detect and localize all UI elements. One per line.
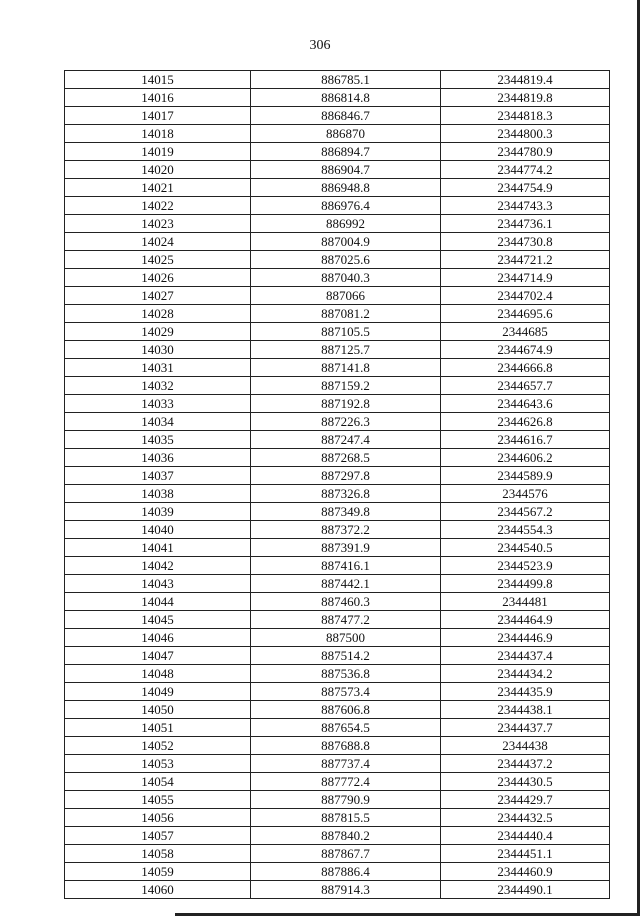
x-coordinate-cell: 887192.8 (251, 395, 441, 413)
y-coordinate-cell: 2344576 (441, 485, 610, 503)
x-coordinate-cell: 887460.3 (251, 593, 441, 611)
x-coordinate-cell: 887654.5 (251, 719, 441, 737)
y-coordinate-cell: 2344446.9 (441, 629, 610, 647)
point-id-cell: 14039 (65, 503, 251, 521)
x-coordinate-cell: 887867.7 (251, 845, 441, 863)
y-coordinate-cell: 2344616.7 (441, 431, 610, 449)
y-coordinate-cell: 2344499.8 (441, 575, 610, 593)
point-id-cell: 14036 (65, 449, 251, 467)
x-coordinate-cell: 887416.1 (251, 557, 441, 575)
y-coordinate-cell: 2344774.2 (441, 161, 610, 179)
y-coordinate-cell: 2344674.9 (441, 341, 610, 359)
table-row (65, 827, 610, 845)
x-coordinate-cell: 887040.3 (251, 269, 441, 287)
point-id-cell: 14033 (65, 395, 251, 413)
table-row (65, 467, 610, 485)
x-coordinate-cell: 887477.2 (251, 611, 441, 629)
point-id-cell: 14057 (65, 827, 251, 845)
point-id-cell: 14038 (65, 485, 251, 503)
table-row (65, 341, 610, 359)
table-row (65, 197, 610, 215)
x-coordinate-cell: 887268.5 (251, 449, 441, 467)
page-number: 306 (309, 38, 331, 53)
y-coordinate-cell: 2344721.2 (441, 251, 610, 269)
table-row (65, 521, 610, 539)
point-id-cell: 14035 (65, 431, 251, 449)
point-id-cell: 14050 (65, 701, 251, 719)
x-coordinate-cell: 887536.8 (251, 665, 441, 683)
table-row (65, 71, 610, 89)
point-id-cell: 14048 (65, 665, 251, 683)
y-coordinate-cell: 2344432.5 (441, 809, 610, 827)
x-coordinate-cell: 887790.9 (251, 791, 441, 809)
y-coordinate-cell: 2344657.7 (441, 377, 610, 395)
x-coordinate-cell: 887349.8 (251, 503, 441, 521)
y-coordinate-cell: 2344554.3 (441, 521, 610, 539)
point-id-cell: 14029 (65, 323, 251, 341)
x-coordinate-cell: 887066 (251, 287, 441, 305)
x-coordinate-cell: 886785.1 (251, 71, 441, 89)
table-row (65, 377, 610, 395)
x-coordinate-cell: 887442.1 (251, 575, 441, 593)
y-coordinate-cell: 2344702.4 (441, 287, 610, 305)
y-coordinate-cell: 2344685 (441, 323, 610, 341)
table-row (65, 179, 610, 197)
point-id-cell: 14020 (65, 161, 251, 179)
table-row (65, 809, 610, 827)
x-coordinate-cell: 886976.4 (251, 197, 441, 215)
point-id-cell: 14053 (65, 755, 251, 773)
y-coordinate-cell: 2344540.5 (441, 539, 610, 557)
point-id-cell: 14054 (65, 773, 251, 791)
point-id-cell: 14044 (65, 593, 251, 611)
point-id-cell: 14019 (65, 143, 251, 161)
x-coordinate-cell: 887815.5 (251, 809, 441, 827)
point-id-cell: 14042 (65, 557, 251, 575)
y-coordinate-cell: 2344523.9 (441, 557, 610, 575)
point-id-cell: 14060 (65, 881, 251, 899)
table-row (65, 593, 610, 611)
x-coordinate-cell: 886870 (251, 125, 441, 143)
y-coordinate-cell: 2344780.9 (441, 143, 610, 161)
point-id-cell: 14051 (65, 719, 251, 737)
x-coordinate-cell: 887573.4 (251, 683, 441, 701)
point-id-cell: 14026 (65, 269, 251, 287)
table-row (65, 737, 610, 755)
table-row (65, 629, 610, 647)
y-coordinate-cell: 2344818.3 (441, 107, 610, 125)
point-id-cell: 14028 (65, 305, 251, 323)
x-coordinate-cell: 887159.2 (251, 377, 441, 395)
table-row (65, 233, 610, 251)
table-row (65, 719, 610, 737)
point-id-cell: 14041 (65, 539, 251, 557)
point-id-cell: 14034 (65, 413, 251, 431)
y-coordinate-cell: 2344754.9 (441, 179, 610, 197)
y-coordinate-cell: 2344736.1 (441, 215, 610, 233)
table-row (65, 431, 610, 449)
y-coordinate-cell: 2344714.9 (441, 269, 610, 287)
point-id-cell: 14025 (65, 251, 251, 269)
x-coordinate-cell: 887326.8 (251, 485, 441, 503)
y-coordinate-cell: 2344695.6 (441, 305, 610, 323)
y-coordinate-cell: 2344437.4 (441, 647, 610, 665)
point-id-cell: 14059 (65, 863, 251, 881)
point-id-cell: 14055 (65, 791, 251, 809)
table-row (65, 143, 610, 161)
table-row (65, 863, 610, 881)
table-row (65, 305, 610, 323)
y-coordinate-cell: 2344437.2 (441, 755, 610, 773)
y-coordinate-cell: 2344434.2 (441, 665, 610, 683)
table-row (65, 125, 610, 143)
point-id-cell: 14049 (65, 683, 251, 701)
table-row (65, 557, 610, 575)
point-id-cell: 14015 (65, 71, 251, 89)
point-id-cell: 14056 (65, 809, 251, 827)
table-row (65, 251, 610, 269)
x-coordinate-cell: 886992 (251, 215, 441, 233)
table-row (65, 773, 610, 791)
y-coordinate-cell: 2344464.9 (441, 611, 610, 629)
y-coordinate-cell: 2344437.7 (441, 719, 610, 737)
y-coordinate-cell: 2344819.8 (441, 89, 610, 107)
x-coordinate-cell: 887914.3 (251, 881, 441, 899)
point-id-cell: 14018 (65, 125, 251, 143)
y-coordinate-cell: 2344666.8 (441, 359, 610, 377)
x-coordinate-cell: 887125.7 (251, 341, 441, 359)
y-coordinate-cell: 2344460.9 (441, 863, 610, 881)
y-coordinate-cell: 2344430.5 (441, 773, 610, 791)
point-id-cell: 14031 (65, 359, 251, 377)
point-id-cell: 14045 (65, 611, 251, 629)
y-coordinate-cell: 2344626.8 (441, 413, 610, 431)
y-coordinate-cell: 2344435.9 (441, 683, 610, 701)
y-coordinate-cell: 2344567.2 (441, 503, 610, 521)
x-coordinate-cell: 887500 (251, 629, 441, 647)
point-id-cell: 14030 (65, 341, 251, 359)
point-id-cell: 14046 (65, 629, 251, 647)
table-row (65, 755, 610, 773)
table-row (65, 107, 610, 125)
table-row (65, 683, 610, 701)
x-coordinate-cell: 887297.8 (251, 467, 441, 485)
point-id-cell: 14022 (65, 197, 251, 215)
point-id-cell: 14052 (65, 737, 251, 755)
table-row (65, 845, 610, 863)
table-row (65, 881, 610, 899)
y-coordinate-cell: 2344589.9 (441, 467, 610, 485)
table-row (65, 575, 610, 593)
point-id-cell: 14023 (65, 215, 251, 233)
x-coordinate-cell: 887688.8 (251, 737, 441, 755)
table-row (65, 89, 610, 107)
table-row (65, 395, 610, 413)
point-id-cell: 14021 (65, 179, 251, 197)
y-coordinate-cell: 2344743.3 (441, 197, 610, 215)
x-coordinate-cell: 887391.9 (251, 539, 441, 557)
table-row (65, 611, 610, 629)
coordinates-table (64, 70, 610, 899)
table-row (65, 323, 610, 341)
x-coordinate-cell: 887004.9 (251, 233, 441, 251)
y-coordinate-cell: 2344438.1 (441, 701, 610, 719)
y-coordinate-cell: 2344730.8 (441, 233, 610, 251)
y-coordinate-cell: 2344490.1 (441, 881, 610, 899)
x-coordinate-cell: 887886.4 (251, 863, 441, 881)
y-coordinate-cell: 2344429.7 (441, 791, 610, 809)
x-coordinate-cell: 887372.2 (251, 521, 441, 539)
table-row (65, 665, 610, 683)
point-id-cell: 14040 (65, 521, 251, 539)
table-row (65, 449, 610, 467)
point-id-cell: 14032 (65, 377, 251, 395)
x-coordinate-cell: 887105.5 (251, 323, 441, 341)
table-row (65, 161, 610, 179)
point-id-cell: 14037 (65, 467, 251, 485)
x-coordinate-cell: 887772.4 (251, 773, 441, 791)
y-coordinate-cell: 2344800.3 (441, 125, 610, 143)
table-row (65, 287, 610, 305)
point-id-cell: 14016 (65, 89, 251, 107)
table-row (65, 215, 610, 233)
table-row (65, 413, 610, 431)
x-coordinate-cell: 887247.4 (251, 431, 441, 449)
x-coordinate-cell: 886894.7 (251, 143, 441, 161)
x-coordinate-cell: 886846.7 (251, 107, 441, 125)
table-row (65, 503, 610, 521)
y-coordinate-cell: 2344819.4 (441, 71, 610, 89)
y-coordinate-cell: 2344438 (441, 737, 610, 755)
x-coordinate-cell: 887737.4 (251, 755, 441, 773)
y-coordinate-cell: 2344440.4 (441, 827, 610, 845)
x-coordinate-cell: 887226.3 (251, 413, 441, 431)
table-row (65, 539, 610, 557)
table-row (65, 485, 610, 503)
point-id-cell: 14024 (65, 233, 251, 251)
x-coordinate-cell: 887514.2 (251, 647, 441, 665)
x-coordinate-cell: 886948.8 (251, 179, 441, 197)
coordinates-table-body (65, 71, 610, 899)
y-coordinate-cell: 2344451.1 (441, 845, 610, 863)
table-row (65, 701, 610, 719)
y-coordinate-cell: 2344606.2 (441, 449, 610, 467)
y-coordinate-cell: 2344481 (441, 593, 610, 611)
point-id-cell: 14043 (65, 575, 251, 593)
x-coordinate-cell: 887606.8 (251, 701, 441, 719)
table-row (65, 269, 610, 287)
x-coordinate-cell: 887141.8 (251, 359, 441, 377)
table-row (65, 791, 610, 809)
table-row (65, 647, 610, 665)
x-coordinate-cell: 887840.2 (251, 827, 441, 845)
x-coordinate-cell: 887025.6 (251, 251, 441, 269)
table-row (65, 359, 610, 377)
x-coordinate-cell: 887081.2 (251, 305, 441, 323)
point-id-cell: 14017 (65, 107, 251, 125)
x-coordinate-cell: 886814.8 (251, 89, 441, 107)
point-id-cell: 14027 (65, 287, 251, 305)
x-coordinate-cell: 886904.7 (251, 161, 441, 179)
point-id-cell: 14058 (65, 845, 251, 863)
y-coordinate-cell: 2344643.6 (441, 395, 610, 413)
point-id-cell: 14047 (65, 647, 251, 665)
